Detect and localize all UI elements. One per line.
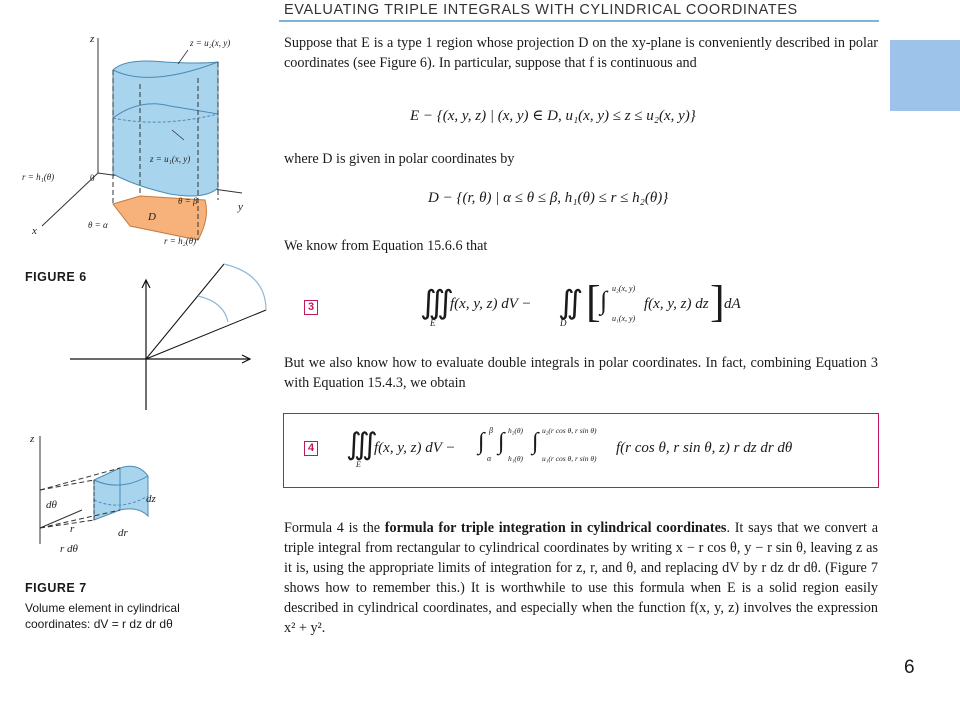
figure-7-caption — [25, 600, 180, 632]
fig7-label-z: z — [30, 433, 35, 445]
fig6-label-theta-beta: θ = β — [178, 196, 198, 206]
fig7-label-rdtheta: r dθ — [60, 543, 78, 555]
fig6-label-D: D — [148, 211, 156, 223]
fig6-label-top-surface: z = u₂(x, y) — [190, 38, 231, 48]
left-bracket: [ — [586, 277, 601, 326]
lim-h1: h₁(θ) — [508, 454, 524, 463]
fig7-label-r: r — [70, 523, 75, 535]
equation-region-D: D − {(r, θ) | α ≤ θ ≤ β, h₁(θ) ≤ r ≤ h₂(θ)} — [428, 190, 669, 206]
text-equation-reference: We know from Equation 15.6.6 that — [284, 238, 488, 254]
fig6-label-z: z — [90, 33, 95, 45]
angle-sketch — [66, 260, 270, 412]
paragraph-formula-4 — [284, 518, 878, 638]
fig6-label-theta-alpha: θ = α — [88, 220, 108, 230]
sub-E: E — [430, 318, 436, 328]
triple-integral-sign: ∭ — [420, 284, 454, 320]
figure-7-caption-line1: Volume element in cylindrical — [25, 601, 180, 615]
double-integral-sign: ∬ — [558, 284, 584, 320]
eq4-lhs: f(x, y, z) dV − — [374, 440, 456, 456]
solid-E — [113, 61, 218, 196]
title-underline — [279, 20, 879, 22]
eq3-lhs: f(x, y, z) dV − — [450, 296, 532, 312]
p3-bold: formula for triple integration in cylindrical coordinates — [384, 520, 727, 536]
fig6-label-r-h1: r = h₁(θ) — [22, 172, 55, 182]
figure-7-label: FIGURE 7 — [25, 581, 87, 595]
equation-region-E: E − {(x, y, z) | (x, y) ∈ D, u₁(x, y) ≤ z ≤ u₂(x, y)} — [410, 108, 696, 124]
integral-z: ∫ — [532, 429, 539, 455]
figure-7-caption-line2: coordinates: dV = r dz dr dθ — [25, 617, 173, 631]
figure-6-diagram — [20, 28, 280, 262]
eq4-integrand: f(r cos θ, r sin θ, z) r dz dr dθ — [616, 440, 793, 456]
text-where-D: where D is given in polar coordinates by — [284, 151, 515, 167]
section-title: EVALUATING TRIPLE INTEGRALS WITH CYLINDRICAL COORDINATES — [284, 2, 798, 18]
inner-integral-sign: ∫ — [600, 286, 608, 315]
integral-theta: ∫ — [478, 429, 485, 455]
p3-rest: . It says that we convert a triple integral from rectangular to cylindrical coordinates by writing x − r cos θ, y − r sin θ, leaving z as it is, using the appropriate limits of integration for z, r, and θ, and replacing dV by r dz dr dθ. (Figure 7 shows how to remember this.) It is worthwhile to use this formula when E is a solid region easily described in cylindrical coordinates, and especially when the function f(x, y, z) involves the expression x² + y². — [284, 520, 878, 636]
paragraph-intro: Suppose that E is a type 1 region whose projection D on the xy-plane is conveniently described in polar coordinates (see Figure 6). In particular, suppose that f is continuous and — [284, 35, 878, 71]
equation-4-number: 4 — [304, 441, 318, 456]
eq3-integrand: f(x, y, z) dz — [644, 296, 709, 312]
lim-beta: β — [489, 426, 493, 435]
eq3-upper-limit: u₂(x, y) — [612, 284, 636, 293]
fig7-label-dz: dz — [146, 493, 156, 505]
page-number: 6 — [904, 657, 915, 678]
fig6-label-y: y — [238, 201, 243, 213]
figure-7-diagram — [20, 428, 240, 578]
lim-u1: u₁(r cos θ, r sin θ) — [542, 454, 597, 463]
sub-D: D — [560, 318, 567, 328]
integral-r: ∫ — [498, 429, 505, 455]
lim-h2: h₂(θ) — [508, 426, 524, 435]
paragraph-combining: But we also know how to evaluate double integrals in polar coordinates. In fact, combining Equation 3 with Equation 15.4.3, we obtain — [284, 355, 878, 391]
eq3-dA: dA — [724, 296, 741, 312]
figure-6-label: FIGURE 6 — [25, 270, 87, 284]
fig7-label-dtheta: dθ — [46, 499, 57, 511]
lim-u2: u₂(r cos θ, r sin θ) — [542, 426, 597, 435]
fig7-label-dr: dr — [118, 527, 128, 539]
fig6-label-x: x — [32, 225, 37, 237]
lim-alpha: α — [487, 454, 492, 463]
equation-3 — [420, 277, 741, 334]
equation-3-number: 3 — [304, 300, 318, 315]
sub-E: E — [356, 460, 361, 469]
fig6-label-r-h2: r = h₂(θ) — [164, 236, 197, 246]
p3-intro: Formula 4 is the — [284, 520, 385, 536]
right-bracket: ] — [710, 277, 725, 326]
decorative-blue-square — [890, 40, 960, 111]
equation-4 — [346, 420, 866, 480]
fig6-label-origin: 0 — [90, 173, 95, 183]
triple-integral-sign: ∭ — [346, 428, 378, 461]
fig6-label-bottom-surface: z = u₁(x, y) — [150, 154, 191, 164]
eq3-lower-limit: u₁(x, y) — [612, 314, 636, 323]
